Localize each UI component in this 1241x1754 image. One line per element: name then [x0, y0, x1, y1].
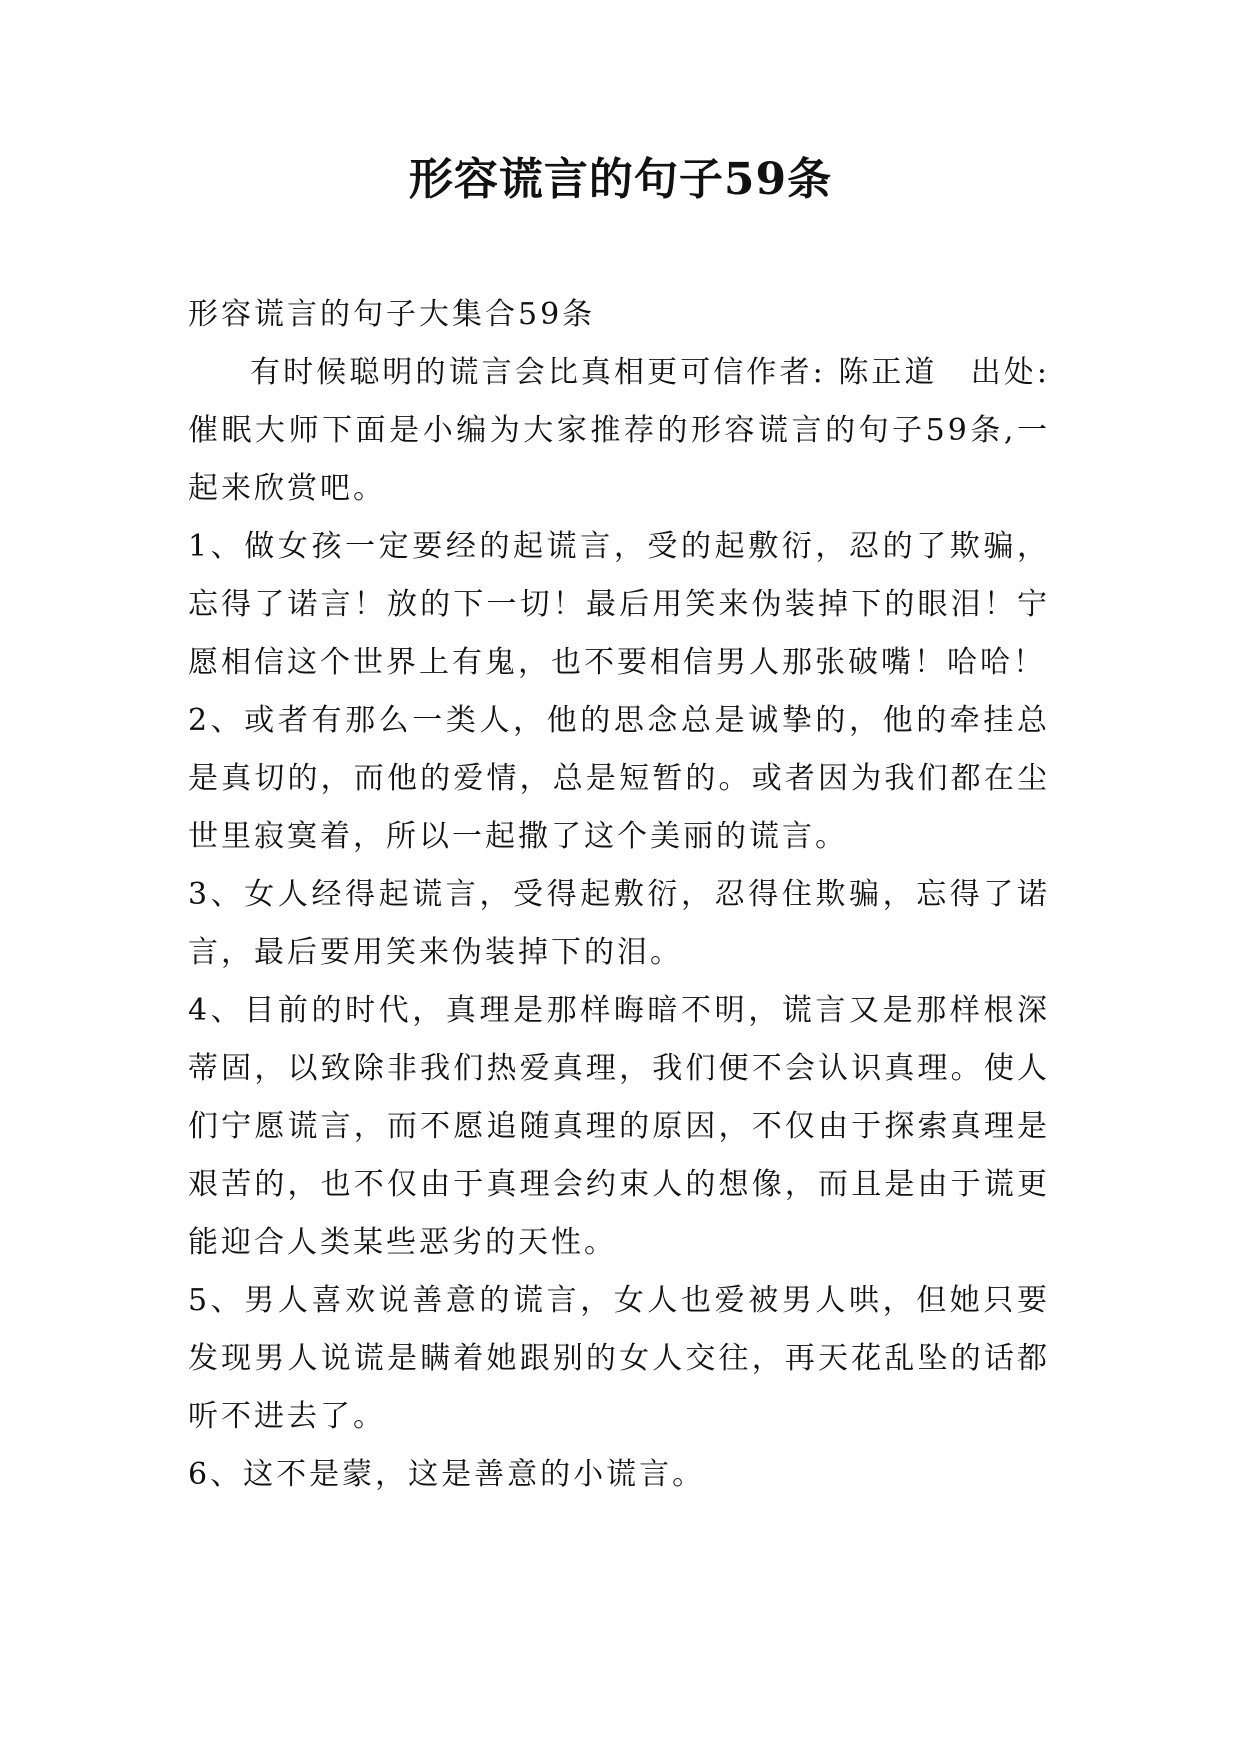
- list-item: 3、女人经得起谎言，受得起敷衍，忍得住欺骗，忘得了诺言，最后要用笑来伪装掉下的泪。: [188, 877, 1050, 970]
- list-item: 5、男人喜欢说善意的谎言，女人也爱被男人哄，但她只要发现男人说谎是瞒着她跟别的女人交往，再天花乱坠的话都听不进去了。: [188, 1283, 1050, 1434]
- document-title: 形容谎言的句子59条: [408, 154, 833, 205]
- document-subtitle: 形容谎言的句子大集合59条: [188, 297, 596, 332]
- list-item: 1、做女孩一定要经的起谎言，受的起敷衍，忍的了欺骗，忘得了诺言！放的下一切！最后用笑来伪装掉下的眼泪！宁愿相信这个世界上有鬼，也不要相信男人那张破嘴！哈哈！: [188, 529, 1050, 680]
- list-item: 4、目前的时代，真理是那样晦暗不明，谎言又是那样根深蒂固，以致除非我们热爱真理，我们便不会认识真理。使人们宁愿谎言，而不愿追随真理的原因，不仅由于探索真理是艰苦的，也不仅由于真理会约束人的想像，而且是由于谎更能迎合人类某些恶劣的天性。: [188, 993, 1050, 1260]
- list-item: 6、这不是蒙，这是善意的小谎言。: [188, 1457, 706, 1492]
- document-body: [188, 286, 1050, 1504]
- list-item: 2、或者有那么一类人，他的思念总是诚挚的，他的牵挂总是真切的，而他的爱情，总是短暂的。或者因为我们都在尘世里寂寞着，所以一起撒了这个美丽的谎言。: [188, 703, 1050, 854]
- intro-paragraph: 有时候聪明的谎言会比真相更可信作者: 陈正道 出处: 催眠大师下面是小编为大家推荐的形容谎言的句子59条,一起来欣赏吧。: [188, 355, 1050, 506]
